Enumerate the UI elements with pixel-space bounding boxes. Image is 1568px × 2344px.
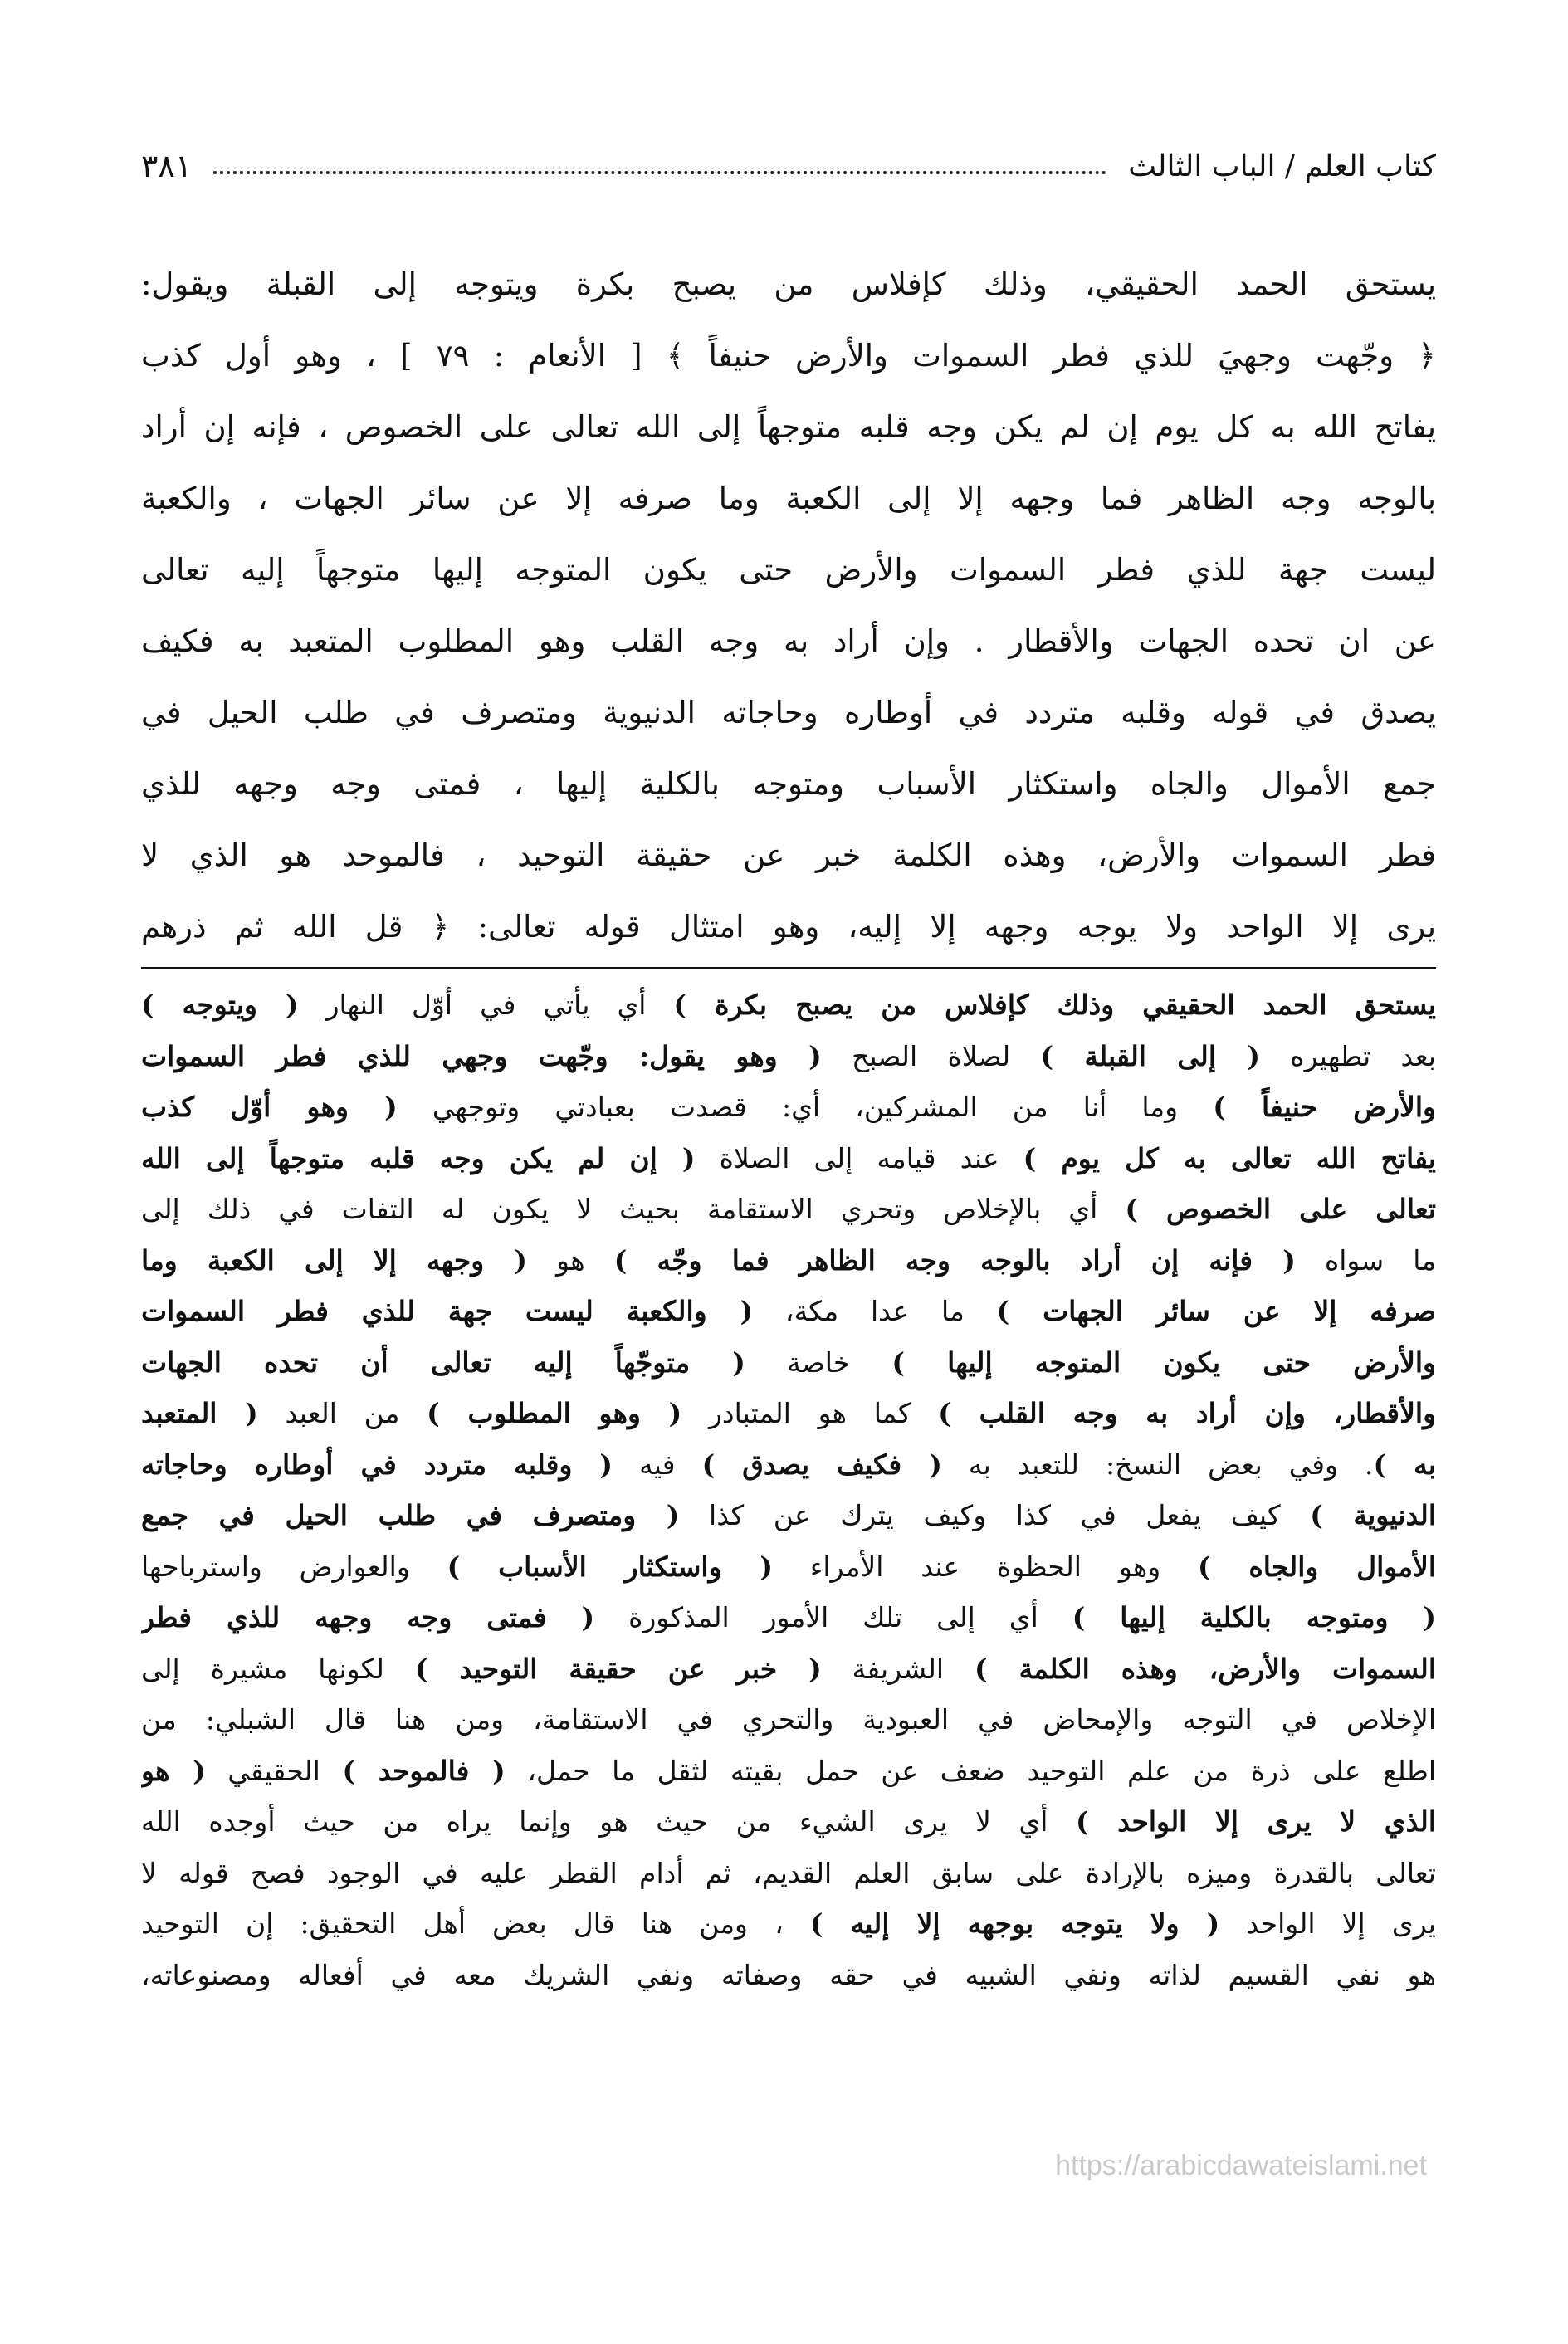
commentary-quoted-text: ( ومتصرف في طلب الحيل في جمع bbox=[141, 1499, 680, 1531]
commentary-text: والعوارض واسترباحها bbox=[141, 1550, 447, 1583]
commentary-text: الشريفة bbox=[821, 1652, 975, 1685]
commentary-text: هو نفي القسيم لذاته ونفي الشبيه في حقه وصفاته ونفي الشريك معه في أفعاله ومصنوعاته، bbox=[141, 1958, 1436, 1991]
commentary-quoted-text: ( خبر عن حقيقة التوحيد ) bbox=[414, 1652, 822, 1685]
main-text-line: ليست جهة للذي فطر السموات والأرض حتى يكون المتوجه إليها متوجهاً إليه تعالى bbox=[141, 552, 1436, 588]
running-header bbox=[141, 137, 1436, 195]
commentary-quoted-text: ( فالموحد ) bbox=[342, 1754, 506, 1787]
commentary-line bbox=[141, 1490, 1436, 1541]
commentary-text: ما عدا مكة، bbox=[753, 1295, 997, 1327]
chapter-title: كتاب العلم / الباب الثالث bbox=[1128, 149, 1436, 183]
commentary-quoted-text: يستحق الحمد الحقيقي وذلك كإفلاس من يصبح بكرة ) bbox=[673, 989, 1436, 1021]
commentary-line bbox=[141, 1082, 1436, 1133]
commentary-line bbox=[141, 1746, 1436, 1797]
commentary-quoted-text: ( ويتوجه ) bbox=[141, 989, 299, 1021]
commentary-quoted-text: صرفه إلا عن سائر الجهات ) bbox=[996, 1295, 1436, 1327]
commentary-quoted-text: ( هو bbox=[141, 1754, 206, 1787]
commentary-line bbox=[141, 1133, 1436, 1184]
commentary-quoted-text: السموات والأرض، وهذه الكلمة ) bbox=[975, 1652, 1436, 1685]
main-text-line: يفاتح الله به كل يوم إن لم يكن وجه قلبه متوجهاً إلى الله تعالى على الخصوص ، فإنه إن أراد bbox=[141, 409, 1436, 445]
commentary-quoted-text: والأرض حنيفاً ) bbox=[1213, 1091, 1436, 1123]
main-text-line: يستحق الحمد الحقيقي، وذلك كإفلاس من يصبح بكرة ويتوجه إلى القبلة ويقول: bbox=[141, 266, 1436, 302]
commentary-line bbox=[141, 1694, 1436, 1746]
text-divider bbox=[141, 967, 1436, 969]
commentary-line bbox=[141, 1286, 1436, 1337]
commentary-line bbox=[141, 1848, 1436, 1899]
commentary-text: اطلع على ذرة من علم التوحيد ضعف عن حمل بقيته لثقل ما حمل، bbox=[505, 1754, 1436, 1787]
commentary-quoted-text: ( فكيف يصدق ) bbox=[701, 1448, 942, 1481]
commentary-line bbox=[141, 979, 1436, 1031]
commentary-quoted-text: الذي لا يرى إلا الواحد ) bbox=[1075, 1805, 1436, 1838]
commentary-quoted-text: الأموال والجاه ) bbox=[1198, 1550, 1436, 1583]
commentary-line bbox=[141, 1643, 1436, 1695]
commentary-quoted-text: ( المتعبد bbox=[141, 1397, 258, 1429]
commentary-quoted-text: ( إلى القبلة ) bbox=[1040, 1039, 1260, 1072]
commentary-text: لصلاة الصبح bbox=[821, 1039, 1041, 1072]
main-text-block bbox=[141, 249, 1436, 963]
commentary-text: فيه bbox=[613, 1448, 702, 1481]
commentary-quoted-text: ( وجهه إلا إلى الكعبة وما bbox=[141, 1243, 528, 1277]
commentary-line bbox=[141, 1235, 1436, 1287]
commentary-text: لكونها مشيرة إلى bbox=[141, 1652, 415, 1685]
commentary-quoted-text: ( والكعبة ليست جهة للذي فطر السموات bbox=[141, 1295, 754, 1327]
header-dot-leader bbox=[213, 171, 1106, 174]
commentary-quoted-text: الدنيوية ) bbox=[1310, 1499, 1436, 1531]
commentary-line bbox=[141, 1439, 1436, 1491]
main-text-line: يصدق في قوله وقلبه متردد في أوطاره وحاجاته الدنيوية ومتصرف في طلب الحيل في bbox=[141, 695, 1436, 730]
main-text-line: بالوجه وجه الظاهر فما وجهه إلا إلى الكعبة وما صرفه إلا عن سائر الجهات ، والكعبة bbox=[141, 481, 1436, 516]
commentary-block bbox=[141, 979, 1436, 2000]
commentary-quoted-text: ( فإنه إن أراد بالوجه وجه الظاهر فما وجّه ) bbox=[613, 1243, 1296, 1277]
commentary-text: كما هو المتبادر bbox=[681, 1397, 939, 1429]
commentary-quoted-text: والأرض حتى يكون المتوجه إليها ) bbox=[891, 1345, 1436, 1379]
commentary-text: أي يأتي في أوّل النهار bbox=[298, 989, 674, 1021]
commentary-quoted-text: ( وهو يقول: وجّهت وجهي للذي فطر السموات bbox=[141, 1039, 822, 1072]
commentary-quoted-text: ( متوجّهاً إليه تعالى أن تحده الجهات bbox=[141, 1345, 745, 1379]
commentary-text: تعالى بالقدرة وميزه بالإرادة على سابق العلم القديم، ثم أدام القطر عليه في الوجود فصح قوله لا bbox=[141, 1856, 1436, 1889]
commentary-line bbox=[141, 1950, 1436, 2001]
commentary-line bbox=[141, 1796, 1436, 1848]
commentary-quoted-text: يفاتح الله تعالى به كل يوم ) bbox=[1023, 1141, 1436, 1174]
commentary-text: ما سواه bbox=[1295, 1243, 1436, 1277]
commentary-text: وما أنا من المشركين، أي: قصدت بعبادتي وتوجهي bbox=[397, 1091, 1214, 1123]
main-text-line: ﴿ وجّهت وجهيَ للذي فطر السموات والأرض حنيفاً ﴾ [ الأنعام : ٧٩ ] ، وهو أول كذب bbox=[141, 338, 1436, 374]
main-text-line: جمع الأموال والجاه واستكثار الأسباب ومتوجه بالكلية إليها ، فمتى وجه وجهه للذي bbox=[141, 766, 1436, 802]
main-text-line: عن ان تحده الجهات والأقطار . وإن أراد به وجه القلب وهو المطلوب المتعبد به فكيف bbox=[141, 623, 1436, 659]
commentary-line bbox=[141, 1184, 1436, 1235]
page-number: ٣٨١ bbox=[141, 148, 193, 184]
commentary-quoted-text: ( وهو أوّل كذب bbox=[141, 1091, 398, 1123]
commentary-text: عند قيامه إلى الصلاة bbox=[695, 1141, 1023, 1174]
commentary-line bbox=[141, 1337, 1436, 1389]
commentary-text: الإخلاص في التوجه والإمحاض في العبودية والتحري في الاستقامة، ومن هنا قال الشبلي: من bbox=[141, 1703, 1436, 1736]
commentary-quoted-text: ( فمتى وجه وجهه للذي فطر bbox=[141, 1601, 595, 1633]
commentary-quoted-text: تعالى على الخصوص ) bbox=[1125, 1193, 1436, 1225]
commentary-line bbox=[141, 1031, 1436, 1082]
commentary-quoted-text: ( إن لم يكن وجه قلبه متوجهاً إلى الله bbox=[141, 1141, 696, 1174]
commentary-quoted-text: ( وهو المطلوب ) bbox=[427, 1397, 682, 1429]
commentary-text: بعد تطهيره bbox=[1259, 1039, 1436, 1072]
commentary-text: أي إلى تلك الأمور المذكورة bbox=[594, 1601, 1072, 1633]
main-text-line: يرى إلا الواحد ولا يوجه وجهه إلا إليه، وهو امتثال قوله تعالى: ﴿ قل الله ثم ذرهم bbox=[141, 909, 1436, 945]
commentary-text: كيف يفعل في كذا وكيف يترك عن كذا bbox=[679, 1499, 1311, 1531]
commentary-text: . وفي بعض النسخ: للتعبد به bbox=[941, 1448, 1374, 1481]
commentary-text: يرى إلا الواحد bbox=[1219, 1907, 1436, 1940]
commentary-line bbox=[141, 1541, 1436, 1593]
commentary-quoted-text: ( واستكثار الأسباب ) bbox=[447, 1550, 773, 1583]
commentary-text: هو bbox=[527, 1243, 614, 1277]
commentary-text: من العبد bbox=[257, 1397, 427, 1429]
commentary-quoted-text: به ) bbox=[1373, 1448, 1436, 1481]
commentary-line bbox=[141, 1388, 1436, 1439]
commentary-text: أي بالإخلاص وتحري الاستقامة بحيث لا يكون له التفات في ذلك إلى bbox=[141, 1193, 1126, 1225]
commentary-text: وهو الحظوة عند الأمراء bbox=[773, 1550, 1199, 1583]
commentary-quoted-text: ( وقلبه متردد في أوطاره وحاجاته bbox=[141, 1448, 613, 1481]
commentary-quoted-text: ( ومتوجه بالكلية إليها ) bbox=[1072, 1601, 1436, 1633]
commentary-line bbox=[141, 1592, 1436, 1643]
commentary-text: الحقيقي bbox=[205, 1754, 343, 1787]
commentary-text: خاصة bbox=[745, 1345, 892, 1379]
watermark-url: https://arabicdawateislami.net bbox=[1055, 2150, 1427, 2181]
commentary-quoted-text: ( ولا يتوجه بوجهه إلا إليه ) bbox=[809, 1907, 1220, 1940]
commentary-text: أي لا يرى الشيء من حيث هو وإنما يراه من حيث أوجده الله bbox=[141, 1805, 1076, 1838]
commentary-text: ، ومن هنا قال بعض أهل التحقيق: إن التوحيد bbox=[141, 1907, 810, 1940]
main-text-line: فطر السموات والأرض، وهذه الكلمة خبر عن حقيقة التوحيد ، فالموحد هو الذي لا bbox=[141, 837, 1436, 873]
commentary-quoted-text: والأقطار، وإن أراد به وجه القلب ) bbox=[938, 1397, 1436, 1429]
commentary-line bbox=[141, 1898, 1436, 1950]
